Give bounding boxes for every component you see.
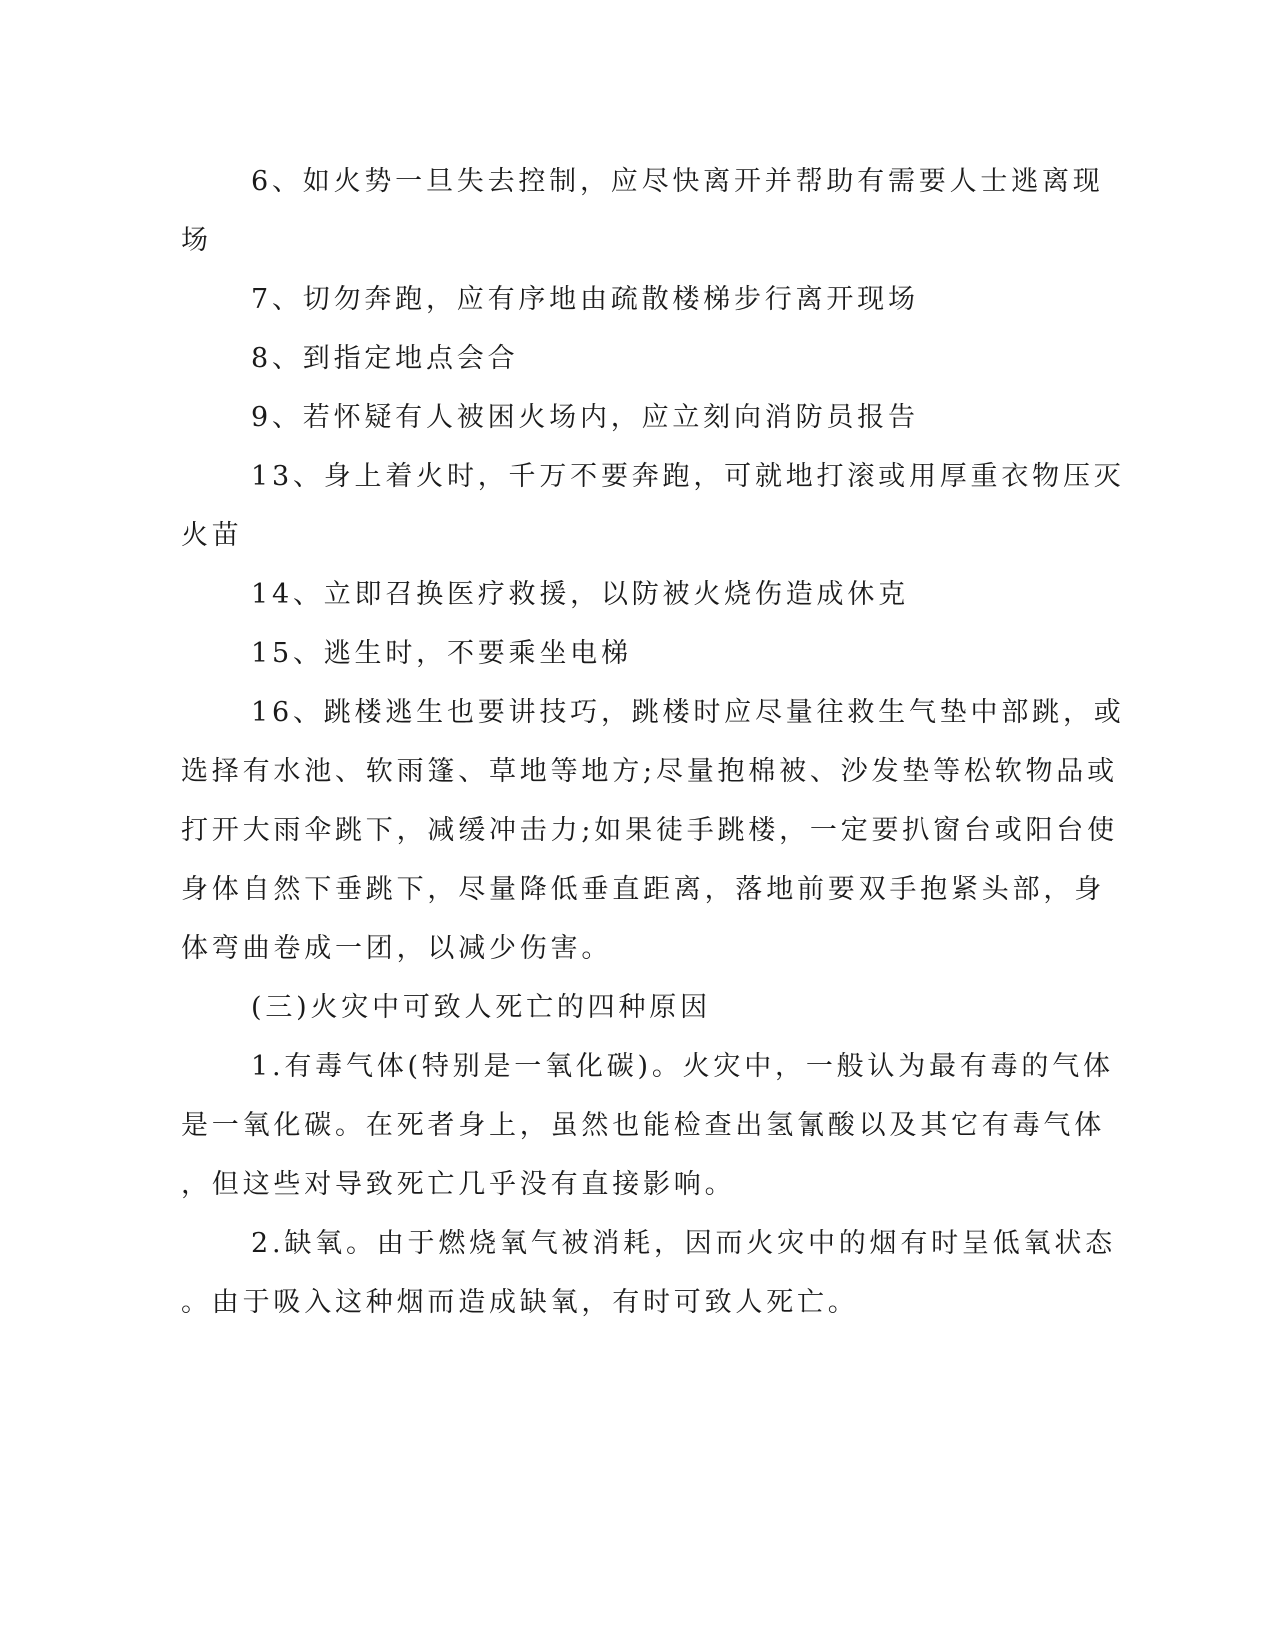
text-line: 是一氧化碳。在死者身上，虽然也能检查出氢氰酸以及其它有毒气体 — [181, 1110, 1105, 1141]
text-line: 13、身上着火时，千万不要奔跑，可就地打滚或用厚重衣物压灭 — [251, 461, 1125, 492]
text-line: 9、若怀疑有人被困火场内，应立刻向消防员报告 — [251, 402, 919, 433]
paragraph-8 — [181, 329, 1031, 388]
text-line: 15、逃生时，不要乘坐电梯 — [251, 638, 632, 669]
text-line: 2.缺氧。由于燃烧氧气被消耗，因而火灾中的烟有时呈低氧状态 — [251, 1228, 1116, 1259]
paragraph-7 — [181, 270, 1031, 329]
paragraph-16 — [181, 683, 1125, 978]
text-line: 选择有水池、软雨篷、草地等地方;尽量抱棉被、沙发垫等松软物品或 — [181, 756, 1118, 787]
text-line: 7、切勿奔跑，应有序地由疏散楼梯步行离开现场 — [251, 284, 919, 315]
text-line: 8、到指定地点会合 — [251, 343, 519, 374]
section-heading — [181, 978, 1031, 1037]
text-line: 6、如火势一旦失去控制，应尽快离开并帮助有需要人士逃离现 — [251, 166, 1104, 197]
paragraph-15 — [181, 624, 1031, 683]
paragraph-9 — [181, 388, 1031, 447]
text-line: 16、跳楼逃生也要讲技巧，跳楼时应尽量往救生气垫中部跳，或 — [251, 697, 1125, 728]
paragraph-cause-1 — [181, 1037, 1114, 1214]
text-line: 。由于吸入这种烟而造成缺氧，有时可致人死亡。 — [181, 1287, 859, 1318]
text-line: 体弯曲卷成一团，以减少伤害。 — [181, 933, 613, 964]
text-line: 火苗 — [181, 520, 243, 551]
text-line: 打开大雨伞跳下，减缓冲击力;如果徒手跳楼，一定要扒窗台或阳台使 — [181, 815, 1118, 846]
paragraph-cause-2 — [181, 1214, 1116, 1332]
paragraph-6 — [181, 152, 1104, 270]
text-line: (三)火灾中可致人死亡的四种原因 — [251, 992, 711, 1023]
text-line: 身体自然下垂跳下，尽量降低垂直距离，落地前要双手抱紧头部，身 — [181, 874, 1105, 905]
paragraph-14 — [181, 565, 1031, 624]
text-line: 1.有毒气体(特别是一氧化碳)。火灾中，一般认为最有毒的气体 — [251, 1051, 1114, 1082]
text-line: 场 — [181, 225, 212, 256]
paragraph-13 — [181, 447, 1125, 565]
text-line: 14、立即召换医疗救援，以防被火烧伤造成休克 — [251, 579, 909, 610]
text-line: ，但这些对导致死亡几乎没有直接影响。 — [181, 1169, 736, 1200]
